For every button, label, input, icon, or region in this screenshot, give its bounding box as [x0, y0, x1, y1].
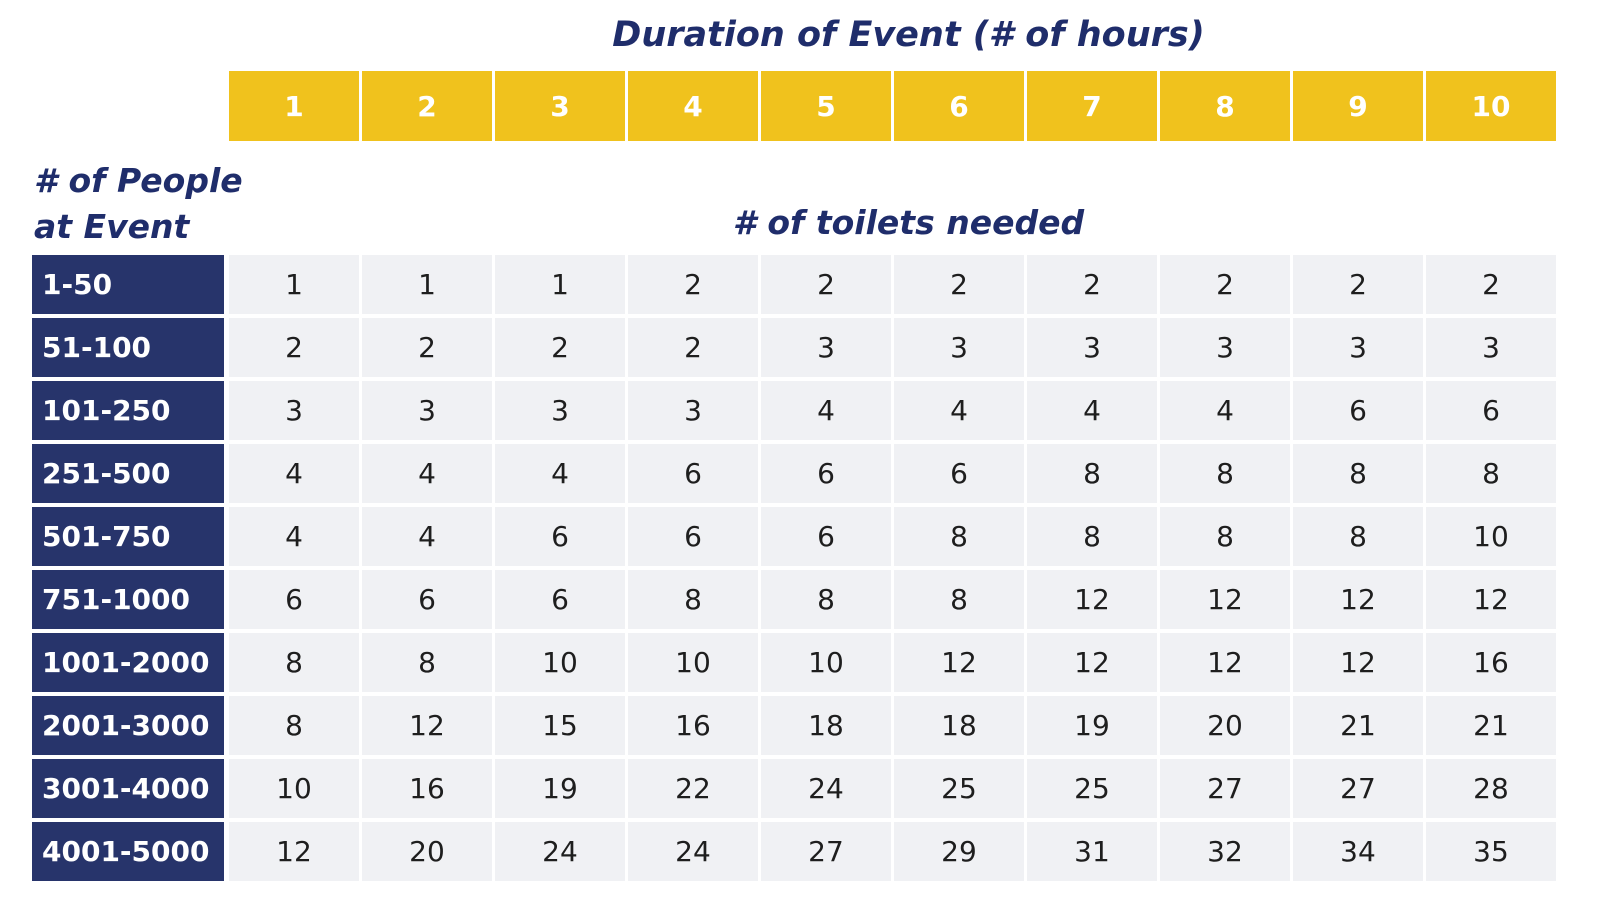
table-cell-1-50-8h: 2: [1160, 255, 1290, 314]
column-header-2: 2: [362, 71, 492, 141]
table-cell-2001-3000-5h: 18: [761, 696, 891, 755]
column-header-5: 5: [761, 71, 891, 141]
column-header-6: 6: [894, 71, 1024, 141]
column-header-8: 8: [1160, 71, 1290, 141]
table-cell-3001-4000-4h: 22: [628, 759, 758, 818]
table-cell-3001-4000-7h: 25: [1027, 759, 1157, 818]
table-cell-1001-2000-9h: 12: [1293, 633, 1423, 692]
table-cell-751-1000-4h: 8: [628, 570, 758, 629]
table-cell-2001-3000-7h: 19: [1027, 696, 1157, 755]
table-cell-4001-5000-8h: 32: [1160, 822, 1290, 881]
table-cell-751-1000-10h: 12: [1426, 570, 1556, 629]
table-cell-501-750-2h: 4: [362, 507, 492, 566]
table-cell-1-50-4h: 2: [628, 255, 758, 314]
row-header-101-250: 101-250: [32, 381, 224, 440]
table-cell-51-100-2h: 2: [362, 318, 492, 377]
table-cell-3001-4000-1h: 10: [229, 759, 359, 818]
row-header-751-1000: 751-1000: [32, 570, 224, 629]
table-cell-251-500-9h: 8: [1293, 444, 1423, 503]
row-header-3001-4000: 3001-4000: [32, 759, 224, 818]
table-cell-1001-2000-7h: 12: [1027, 633, 1157, 692]
table-cell-51-100-6h: 3: [894, 318, 1024, 377]
table-cell-4001-5000-6h: 29: [894, 822, 1024, 881]
table-cell-3001-4000-8h: 27: [1160, 759, 1290, 818]
row-axis-title-line-2: at Event: [34, 207, 190, 246]
table-cell-3001-4000-6h: 25: [894, 759, 1024, 818]
table-cell-2001-3000-9h: 21: [1293, 696, 1423, 755]
table-cell-3001-4000-5h: 24: [761, 759, 891, 818]
table-cell-4001-5000-2h: 20: [362, 822, 492, 881]
table-cell-101-250-7h: 4: [1027, 381, 1157, 440]
table-cell-251-500-6h: 6: [894, 444, 1024, 503]
table-cell-4001-5000-10h: 35: [1426, 822, 1556, 881]
row-axis-title: [34, 158, 243, 250]
table-cell-501-750-3h: 6: [495, 507, 625, 566]
table-cell-2001-3000-2h: 12: [362, 696, 492, 755]
table-cell-1-50-5h: 2: [761, 255, 891, 314]
row-header-251-500: 251-500: [32, 444, 224, 503]
table-cell-501-750-6h: 8: [894, 507, 1024, 566]
column-header-1: 1: [229, 71, 359, 141]
table-cell-2001-3000-10h: 21: [1426, 696, 1556, 755]
table-cell-501-750-7h: 8: [1027, 507, 1157, 566]
table-cell-101-250-5h: 4: [761, 381, 891, 440]
row-header-1-50: 1-50: [32, 255, 224, 314]
row-header-51-100: 51-100: [32, 318, 224, 377]
table-cell-251-500-4h: 6: [628, 444, 758, 503]
table-cell-751-1000-3h: 6: [495, 570, 625, 629]
table-cell-51-100-3h: 2: [495, 318, 625, 377]
table-cell-501-750-1h: 4: [229, 507, 359, 566]
table-cell-501-750-10h: 10: [1426, 507, 1556, 566]
table-cell-51-100-8h: 3: [1160, 318, 1290, 377]
table-cell-2001-3000-4h: 16: [628, 696, 758, 755]
table-cell-1001-2000-5h: 10: [761, 633, 891, 692]
table-title: Duration of Event (# of hours): [612, 15, 1205, 55]
table-subtitle: # of toilets needed: [732, 203, 1085, 242]
table-cell-251-500-3h: 4: [495, 444, 625, 503]
column-header-4: 4: [628, 71, 758, 141]
table-cell-4001-5000-9h: 34: [1293, 822, 1423, 881]
table-cell-1-50-9h: 2: [1293, 255, 1423, 314]
table-cell-251-500-2h: 4: [362, 444, 492, 503]
table-cell-101-250-10h: 6: [1426, 381, 1556, 440]
table-cell-1001-2000-1h: 8: [229, 633, 359, 692]
table-cell-4001-5000-1h: 12: [229, 822, 359, 881]
table-cell-101-250-8h: 4: [1160, 381, 1290, 440]
column-header-3: 3: [495, 71, 625, 141]
table-cell-3001-4000-10h: 28: [1426, 759, 1556, 818]
column-header-10: 10: [1426, 71, 1556, 141]
table-cell-251-500-5h: 6: [761, 444, 891, 503]
table-cell-4001-5000-3h: 24: [495, 822, 625, 881]
table-cell-101-250-3h: 3: [495, 381, 625, 440]
table-cell-751-1000-7h: 12: [1027, 570, 1157, 629]
table-cell-751-1000-5h: 8: [761, 570, 891, 629]
row-header-4001-5000: 4001-5000: [32, 822, 224, 881]
table-cell-501-750-5h: 6: [761, 507, 891, 566]
table-cell-2001-3000-3h: 15: [495, 696, 625, 755]
table-cell-3001-4000-3h: 19: [495, 759, 625, 818]
table-cell-751-1000-9h: 12: [1293, 570, 1423, 629]
table-cell-251-500-8h: 8: [1160, 444, 1290, 503]
table-cell-501-750-4h: 6: [628, 507, 758, 566]
table-cell-51-100-10h: 3: [1426, 318, 1556, 377]
table-cell-51-100-4h: 2: [628, 318, 758, 377]
table-cell-4001-5000-7h: 31: [1027, 822, 1157, 881]
table-cell-51-100-5h: 3: [761, 318, 891, 377]
table-cell-751-1000-8h: 12: [1160, 570, 1290, 629]
table-cell-3001-4000-9h: 27: [1293, 759, 1423, 818]
column-header-9: 9: [1293, 71, 1423, 141]
table-cell-1001-2000-8h: 12: [1160, 633, 1290, 692]
table-cell-1-50-1h: 1: [229, 255, 359, 314]
table-cell-1001-2000-6h: 12: [894, 633, 1024, 692]
row-header-501-750: 501-750: [32, 507, 224, 566]
table-cell-51-100-1h: 2: [229, 318, 359, 377]
row-header-2001-3000: 2001-3000: [32, 696, 224, 755]
table-cell-51-100-7h: 3: [1027, 318, 1157, 377]
table-cell-1-50-10h: 2: [1426, 255, 1556, 314]
table-cell-101-250-2h: 3: [362, 381, 492, 440]
table-cell-251-500-1h: 4: [229, 444, 359, 503]
table-cell-1001-2000-4h: 10: [628, 633, 758, 692]
table-cell-2001-3000-8h: 20: [1160, 696, 1290, 755]
table-cell-4001-5000-5h: 27: [761, 822, 891, 881]
table-cell-251-500-10h: 8: [1426, 444, 1556, 503]
table-cell-101-250-4h: 3: [628, 381, 758, 440]
table-cell-1-50-2h: 1: [362, 255, 492, 314]
table-cell-751-1000-2h: 6: [362, 570, 492, 629]
table-cell-101-250-6h: 4: [894, 381, 1024, 440]
column-header-7: 7: [1027, 71, 1157, 141]
row-header-1001-2000: 1001-2000: [32, 633, 224, 692]
table-cell-101-250-1h: 3: [229, 381, 359, 440]
row-axis-title-line-1: # of People: [34, 161, 243, 200]
table-cell-2001-3000-6h: 18: [894, 696, 1024, 755]
table-cell-751-1000-1h: 6: [229, 570, 359, 629]
table-cell-1001-2000-2h: 8: [362, 633, 492, 692]
table-cell-2001-3000-1h: 8: [229, 696, 359, 755]
table-cell-1001-2000-10h: 16: [1426, 633, 1556, 692]
table-cell-1-50-6h: 2: [894, 255, 1024, 314]
table-cell-501-750-9h: 8: [1293, 507, 1423, 566]
table-cell-3001-4000-2h: 16: [362, 759, 492, 818]
table-cell-1-50-3h: 1: [495, 255, 625, 314]
table-cell-4001-5000-4h: 24: [628, 822, 758, 881]
table-cell-251-500-7h: 8: [1027, 444, 1157, 503]
table-cell-51-100-9h: 3: [1293, 318, 1423, 377]
table-cell-1-50-7h: 2: [1027, 255, 1157, 314]
table-cell-501-750-8h: 8: [1160, 507, 1290, 566]
table-cell-751-1000-6h: 8: [894, 570, 1024, 629]
table-cell-1001-2000-3h: 10: [495, 633, 625, 692]
table-cell-101-250-9h: 6: [1293, 381, 1423, 440]
